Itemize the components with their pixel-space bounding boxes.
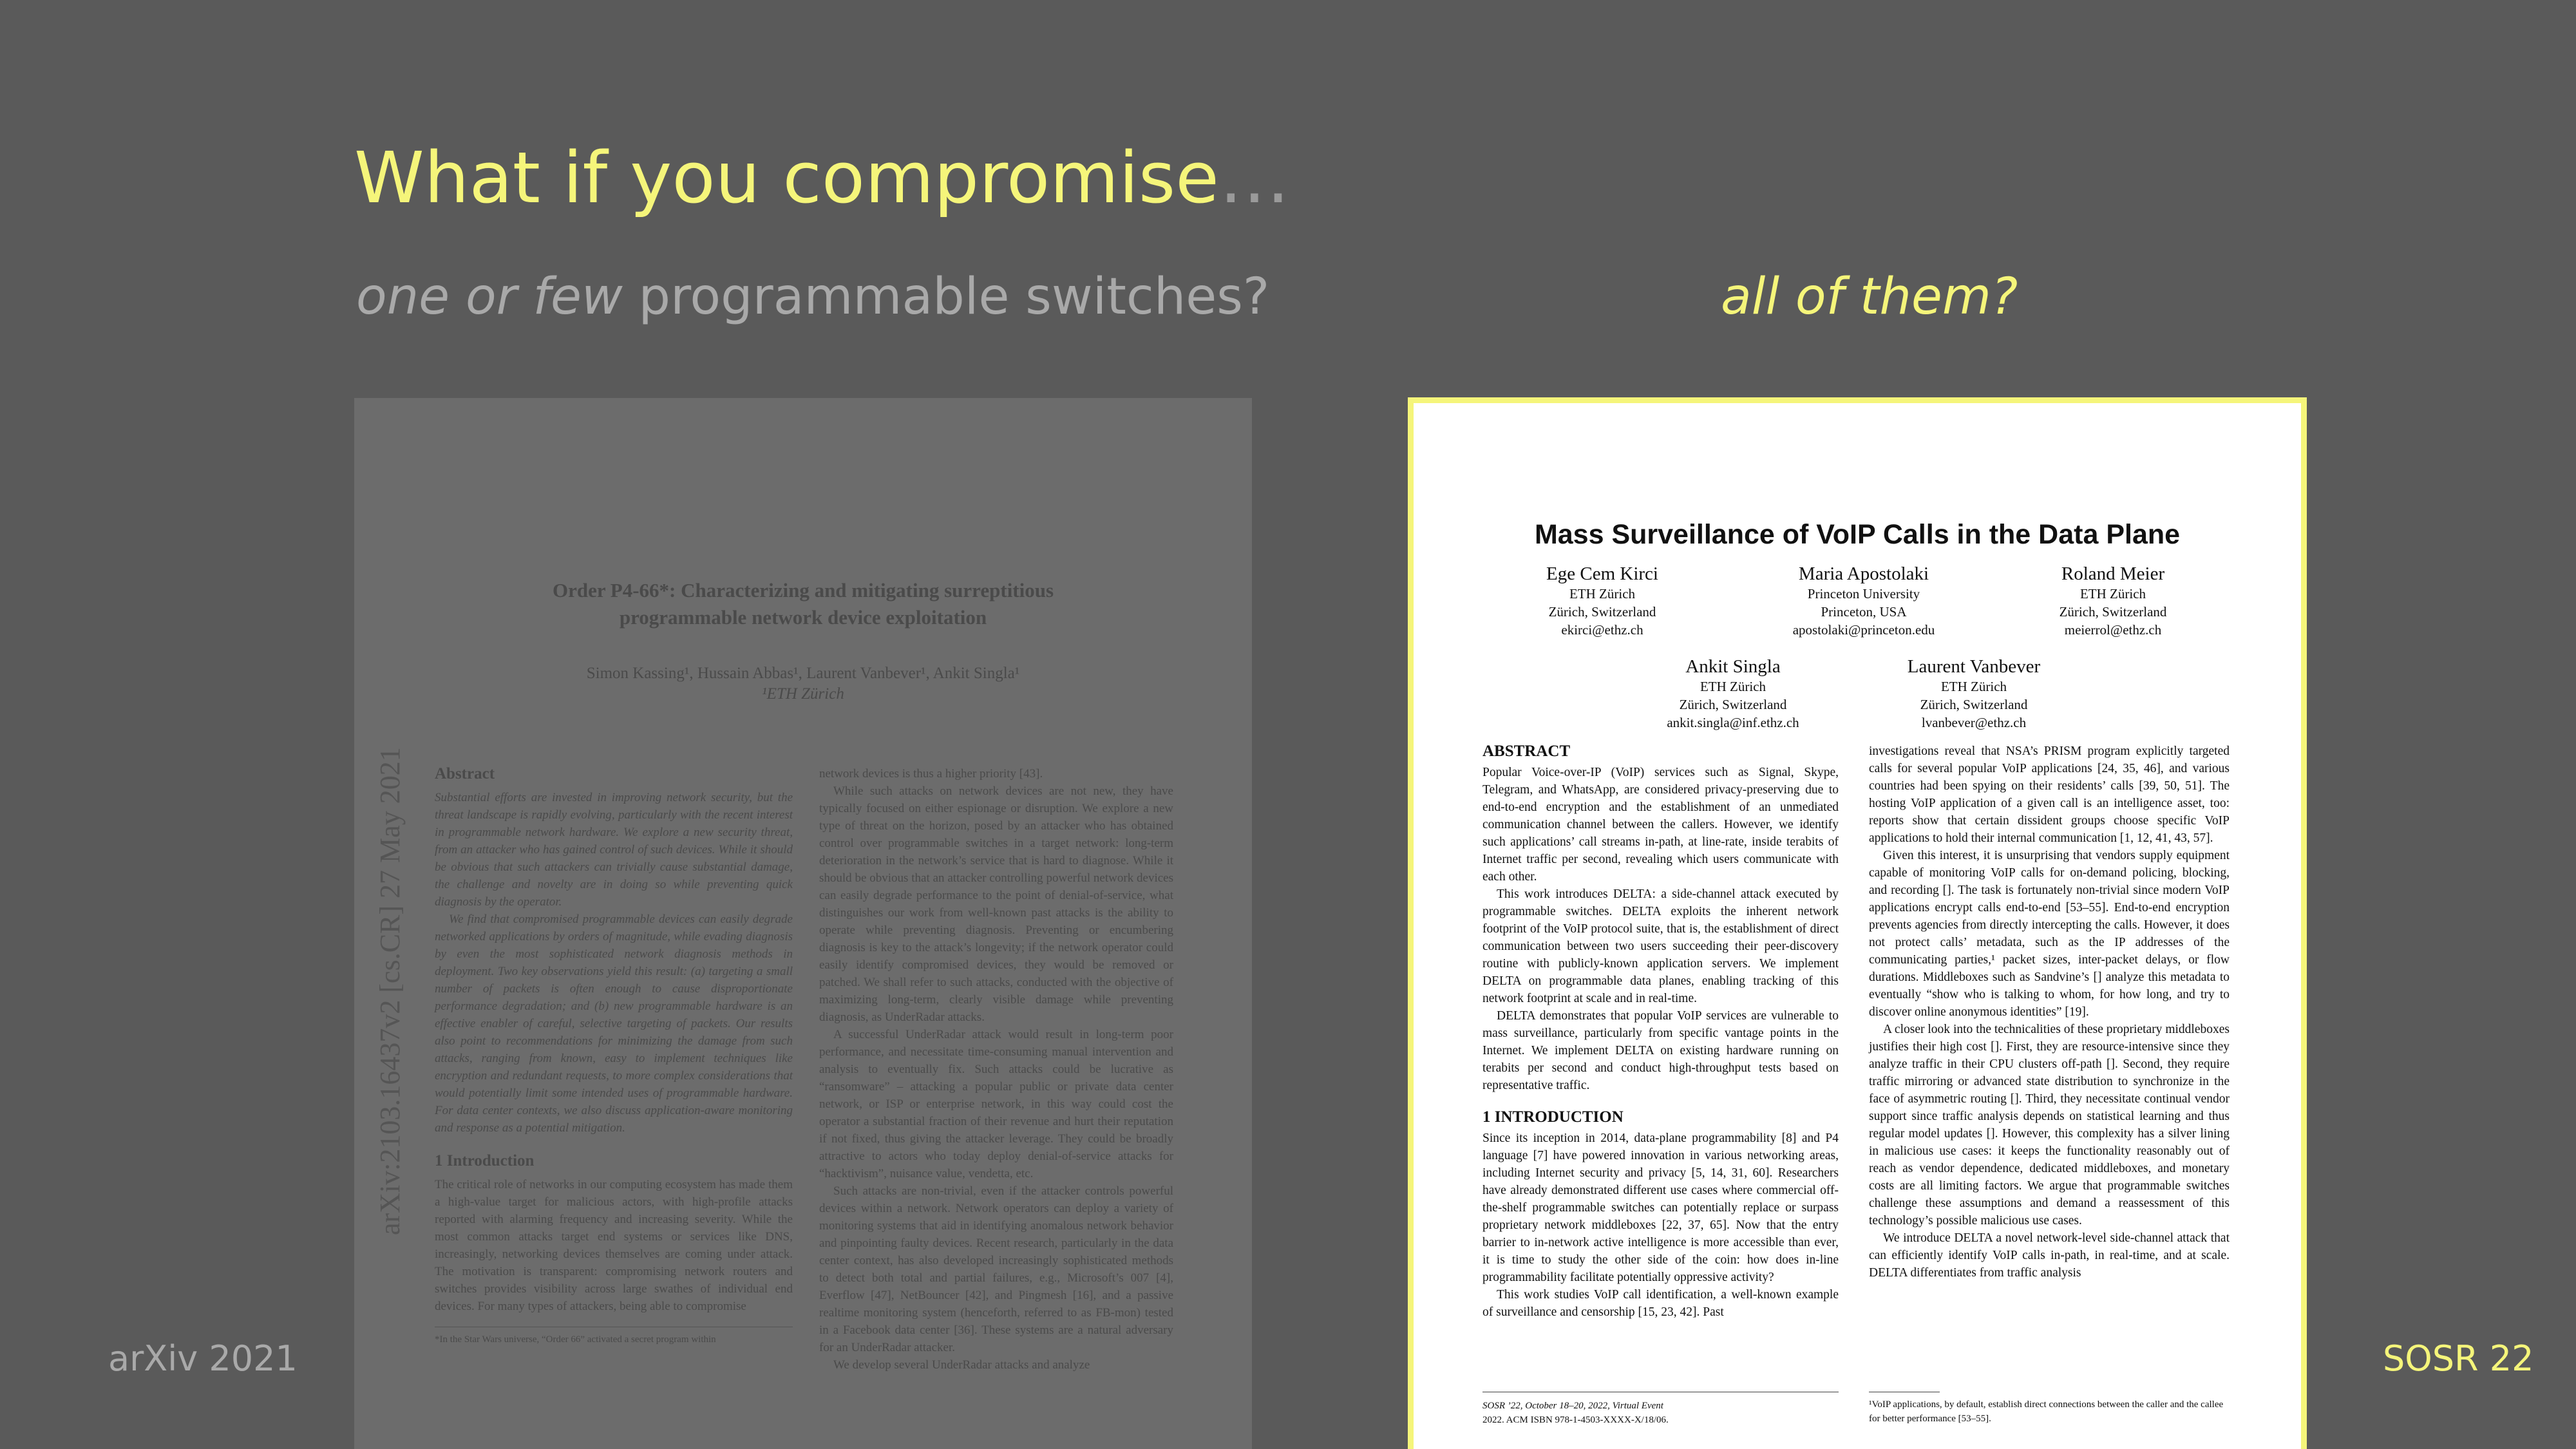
paper-left-title [354, 577, 1252, 631]
author-email: ankit.singla@inf.ethz.ch [1667, 715, 1799, 730]
author-name: Roland Meier [2061, 564, 2165, 584]
author-name: Maria Apostolaki [1798, 564, 1929, 584]
paper-left-abstract-heading: Abstract [435, 765, 495, 782]
paper-left-footnote: *In the Star Wars universe, “Order 66” activated a secret program within [435, 1327, 793, 1349]
subtitle-left-emphasis: one or few [356, 268, 623, 326]
paper-right-footnote-block [1869, 1392, 2230, 1426]
paper-right-column-1 [1482, 743, 1839, 1321]
slide-title [354, 135, 1290, 220]
paper-right-venue: SOSR ’22, October 18–20, 2022, Virtual Event [1482, 1401, 1663, 1411]
paper-left-intro-heading: 1 Introduction [435, 1152, 535, 1170]
paper-left-intro-p1: The critical role of networks in our computing ecosystem has made them a high-value target for malicious actors, with high-profile attacks reported with alarming frequency and increasing severity. While the most common attacks target end systems or services like DNS, increasingly, networking devices themselves are coming under attack. The motivation is transparent: compromising network routers and switches provides visibility across large swathes of individual end devices. For many types of attackers, being able to compromise [435, 1178, 793, 1313]
arxiv-watermark: arXiv:2103.16437v2 [cs.CR] 27 May 2021 [374, 747, 406, 1235]
paper-left-authors-block [354, 663, 1252, 705]
paper-left-col2-p4: Such attacks are non-trivial, even if the attacker controls powerful devices within a network. Network operators can deploy a variety of monitoring systems that aid in identifying anomalous network behavior and pinpointing faulty devices. Recent research, particularly in the data center context, has also developed increasingly sophisticated methods to detect both total and partial failures, e.g., Microsoft’s 007 [4], Everflow [47], NetBouncer [42], and Pingmesh [16], and a passive realtime monitoring system (henceforth, referred to as FB-mon) tested in a Facebook data center [36]. These systems are a natural adversary for an UnderRadar attacker. [819, 1184, 1173, 1354]
author-email: ekirci@ethz.ch [1561, 622, 1643, 638]
subtitle-left-rest: programmable switches? [622, 268, 1270, 326]
paper-right-author [1467, 563, 1738, 639]
paper-thumbnail-arxiv [354, 398, 1252, 1449]
paper-right-author [1839, 656, 2109, 732]
paper-right-author [1728, 563, 1999, 639]
paper-left-affiliation: ¹ETH Zürich [762, 685, 844, 703]
paper-left-col2-p5: We develop several UnderRadar attacks and analyze [833, 1358, 1090, 1372]
author-email: lvanbever@ethz.ch [1921, 715, 2027, 730]
paper-right-abstract-p3: DELTA demonstrates that popular VoIP services are vulnerable to mass surveillance, particularly from specific vantage points in the Internet. We implement DELTA on existing hardware running on terabits per second and conduct high-throughput tests based on representative traffic. [1482, 1009, 1839, 1092]
author-affiliation: ETH Zürich [1569, 586, 1636, 601]
author-affiliation: ETH Zürich [1940, 679, 2007, 694]
paper-right-abstract-heading: ABSTRACT [1482, 743, 1571, 760]
footer-left-label: arXiv 2021 [108, 1338, 298, 1379]
author-name: Laurent Vanbever [1907, 656, 2041, 677]
paper-left-col2-p1: network devices is thus a higher priority [43]. [819, 767, 1043, 781]
paper-right-abstract-p2: This work introduces DELTA: a side-channel attack executed by programmable switches. DELTA exploits the inherent network footprint of the VoIP protocol suite, that is, the establishment of direct communication between two users succeeding their peer-discovery routine with publicly-known application servers. We implement DELTA on programmable data planes, enabling tracking of this network footprint at scale and in real-time. [1482, 887, 1839, 1005]
paper-left-abstract-p1: Substantial efforts are invested in improving network security, but the threat landscape is rapidly evolving, particularly with the recent interest in programmable network hardware. We explore a new security threat, from an attacker who has gained control of such devices. While it should be obvious that such attackers can trivially cause substantial damage, the challenge and novelty are in doing so while preventing quick diagnosis by the operator. [435, 791, 793, 909]
paper-right-col2-p1: investigations reveal that NSA’s PRISM program explicitly targeted calls for several popular VoIP applications [24, 35, 46], and various countries had been spying on their residents’ calls [39, 50, 51]. The hosting VoIP application of a given call is an intelligence asset, too: reports show that certain dissident groups choose specific VoIP applications to hold their internal communication [1, 12, 41, 43, 57]. [1869, 744, 2230, 845]
author-location: Zürich, Switzerland [1548, 604, 1656, 620]
author-affiliation: ETH Zürich [1700, 679, 1766, 694]
paper-right-author [1598, 656, 1868, 732]
paper-right-column-2 [1869, 743, 2230, 1282]
paper-right-title: Mass Surveillance of VoIP Calls in the Data Plane [1534, 519, 2181, 550]
paper-left-authors: Simon Kassing¹, Hussain Abbas¹, Laurent Vanbever¹, Ankit Singla¹ [586, 665, 1020, 682]
paper-thumbnail-sosr [1408, 397, 2307, 1449]
author-location: Zürich, Switzerland [2059, 604, 2167, 620]
author-location: Zürich, Switzerland [1920, 697, 2028, 712]
author-affiliation: ETH Zürich [2079, 586, 2146, 601]
paper-left-title-line2: programmable network device exploitation [619, 606, 987, 629]
paper-left-col2-p2: While such attacks on network devices are not new, they have typically focused on either espionage or disruption. We explore a new type of threat on the horizon, posed by an attacker who has obtained control over programmable switches in a target network: long-term deterioration in the network’s service that is hard to diagnose. While it should be obvious that an attacker controlling powerful network devices can easily degrade performance to the point of denial-of-service, what distinguishes our work from well-known past attacks is the ability to operate while preventing diagnosis. Preventing or encumbering diagnosis is key to the attack’s longevity; if the network operator could easily identify compromised devices, they would be removed or patched. We shall refer to such attacks, conducted with the objective of maximizing long-term, clearly visible damage while preventing diagnosis, as UnderRadar attacks. [819, 784, 1173, 1024]
slide-title-text: What if you compromise [354, 137, 1219, 219]
author-email: meierrol@ethz.ch [2064, 622, 2162, 638]
paper-left-col2-p3: A successful UnderRadar attack would result in long-term poor performance, and necessitate time-consuming manual intervention and analysis to eventually fix. Such attacks could be lucrative as “ransomware” – attacking a popular public or private data center network, or ISP or enterprise network, in this way could cost the operator a substantial fraction of their revenue and hurt their reputation if not fixed, thus giving the attacker leverage. They could be broadly attractive to actors who today deploy denial-of-service attacks for “hacktivism”, nuisance value, vendetta, etc. [819, 1028, 1173, 1180]
paper-right-footnote: ¹VoIP applications, by default, establish direct connections between the caller and the callee for better performance [53–55]. [1869, 1399, 2224, 1424]
paper-right-col2-p4: We introduce DELTA a novel network-level side-channel attack that can efficiently identify VoIP calls in-path, in real-time, and at scale. DELTA differentiates from traffic analysis [1869, 1231, 2230, 1280]
paper-left-column-1 [435, 765, 793, 1349]
subtitle-right: all of them? [1721, 268, 2018, 326]
paper-right-col2-p3: A closer look into the technicalities of these proprietary middleboxes justifies their high cost []. First, they are resource-intensive since they analyze traffic in their CPU clusters off-path []. Second, they require traffic mirroring or advanced state distribution to synchronize in the face of asymmetric routing []. Third, they necessitate continual vendor support since traffic analysis depends on statistical learning and thus regular model updates []. However, this complexity has a silver lining in malicious use cases: it keeps the functionality reasonably out of reach as vendor dependence, dedicated middleboxes, and monetary costs are all limiting factors. We argue that programmable switches challenge these assumptions and demand a reassessment of this technology’s possible malicious use cases. [1869, 1023, 2230, 1227]
paper-right-intro-p2: This work studies VoIP call identification, a well-known example of surveillance and censorship [15, 23, 42]. Past [1482, 1288, 1839, 1319]
subtitle-left [356, 267, 1269, 328]
author-affiliation: Princeton University [1807, 586, 1920, 601]
paper-right-intro-p1: Since its inception in 2014, data-plane programmability [8] and P4 language [7] have powered innovation in various networking areas, including Internet security and privacy [5, 14, 31, 60]. Researchers have already demonstrated different use cases where commercial off-the-shelf programmable switches can potentially replace or surpass proprietary network middleboxes [22, 37, 65]. Now that the entry barrier to in-network active intelligence is more accessible than ever, it is time to study the other side of the coin: how does in-line programmability facilitate potentially oppressive activity? [1482, 1132, 1839, 1284]
paper-left-column-2 [819, 765, 1173, 1374]
author-location: Zürich, Switzerland [1679, 697, 1787, 712]
paper-right-abstract-p1: Popular Voice-over-IP (VoIP) services such as Signal, Skype, Telegram, and WhatsApp, are considered privacy-preserving due to end-to-end encryption and the establishment of an unmediated communication channel between the callers. However, we identify such applications’ call streams in-path, at line-rate, inside terabits of Internet traffic per second, revealing which users communicate with each other. [1482, 766, 1839, 884]
paper-right-intro-heading: 1 INTRODUCTION [1482, 1108, 1624, 1126]
paper-left-abstract-p2: We find that compromised programmable devices can easily degrade networked applications by orders of magnitude, while evading diagnosis by even the most sophisticated network diagnosis methods in deployment. Two key observations yield this result: (a) targeting a small number of packets is often enough to cause disproportionate performance degradation; and (b) new programmable hardware is an effective enabler of careful, selective targeting of packets. Our results also point to recommendations for minimizing the damage from such attacks, ranging from known, easy to implement techniques like encryption and redundant requests, to more complex considerations that would potentially limit some intended uses of programmable hardware. For data center contexts, we also discuss application-aware monitoring and response as a potential mitigation. [435, 913, 793, 1135]
paper-right-col2-p2: Given this interest, it is unsurprising that vendors supply equipment capable of monitoring VoIP calls for on-demand policing, blocking, and recording []. The task is fortunately non-trivial since modern VoIP applications encrypt calls end-to-end [53–55]. End-to-end encryption prevents agencies from directly intercepting the calls. However, it does not protect calls’ metadata, such as the IP addresses of the communicating parties,¹ packet sizes, inter-packet delays, or flow durations. Middleboxes such as Sandvine’s [] analyze this metadata to eventually “show who is talking to whom, for how long, and try to discover online anonymous identities” [19]. [1869, 849, 2230, 1019]
paper-left-title-line1: Order P4-66*: Characterizing and mitigating surreptitious [552, 579, 1054, 601]
author-location: Princeton, USA [1821, 604, 1907, 620]
author-email: apostolaki@princeton.edu [1792, 622, 1935, 638]
author-name: Ege Cem Kirci [1546, 564, 1658, 584]
author-name: Ankit Singla [1685, 656, 1781, 677]
slide-title-ellipsis: … [1218, 137, 1290, 219]
paper-right-author [1978, 563, 2248, 639]
paper-right-isbn: 2022. ACM ISBN 978-1-4503-XXXX-X/18/06. [1482, 1415, 1669, 1425]
paper-right-venue-footer [1482, 1392, 1839, 1427]
footer-right-label: SOSR 22 [2383, 1338, 2534, 1379]
